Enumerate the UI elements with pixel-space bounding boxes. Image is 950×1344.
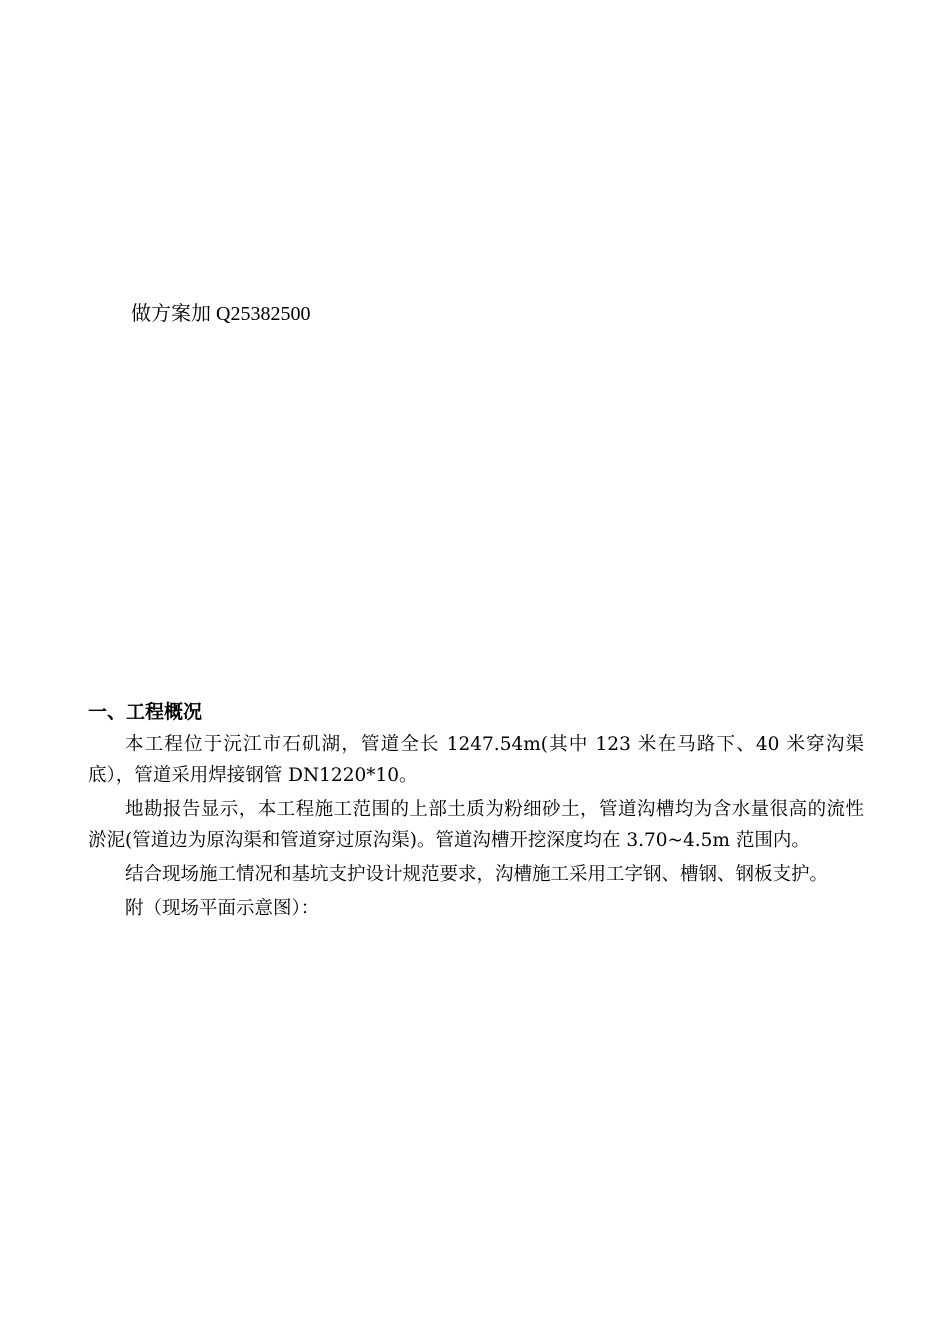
paragraph-attachment: 附（现场平面示意图）： — [125, 898, 320, 919]
section-heading: 一、工程概况 — [88, 701, 203, 723]
contact-line: 做方案加 Q25382500 — [131, 303, 311, 325]
paragraph-support: 结合现场施工情况和基坑支护设计规范要求，沟槽施工采用工字钢、槽钢、钢板支护。 — [125, 864, 829, 885]
paragraph-geology: 地勘报告显示，本工程施工范围的上部土质为粉细砂土，管道沟槽均为含水量很高的流性淤泥(管道边为原沟渠和管道穿过原沟渠)。管道沟槽开挖深度均在 3.70~4.5m 范围内。 — [88, 799, 864, 851]
section-overview — [88, 697, 864, 924]
paragraph-location: 本工程位于沅江市石矶湖，管道全长 1247.54m(其中 123 米在马路下、40 米穿沟渠底），管道采用焊接钢管 DN1220*10。 — [88, 734, 864, 786]
